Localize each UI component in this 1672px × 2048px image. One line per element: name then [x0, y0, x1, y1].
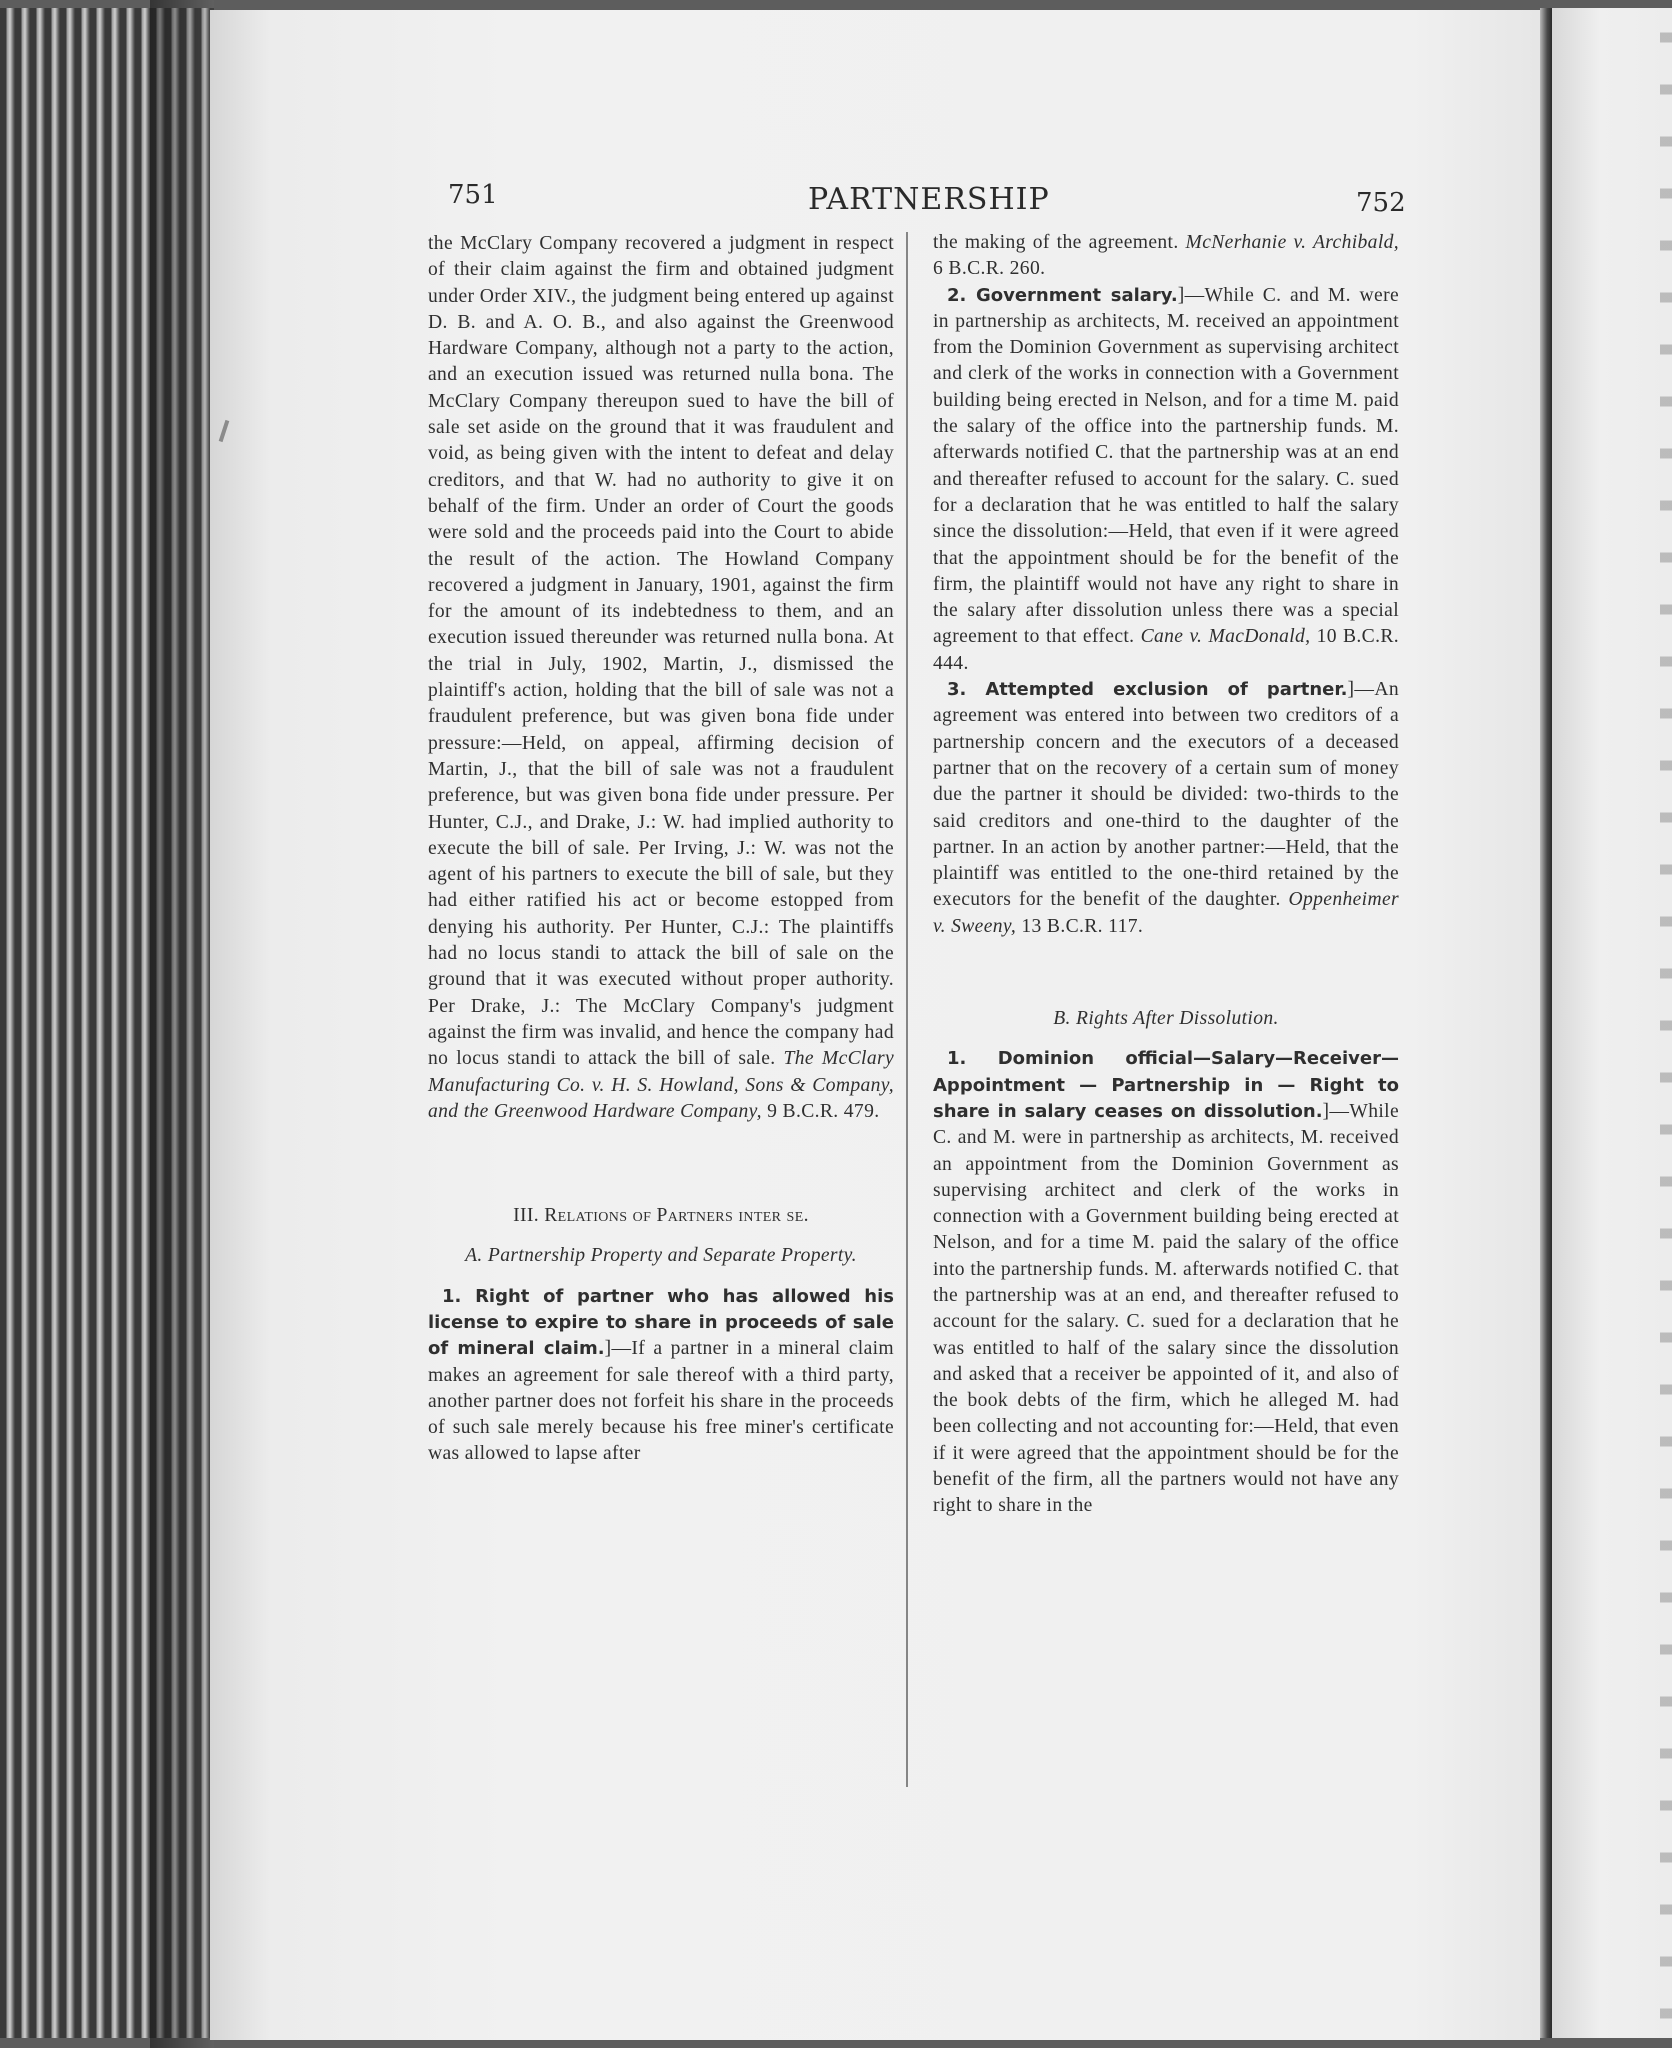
paragraph-3-reference: 13 B.C.R. 117. [1021, 915, 1144, 937]
paragraph-3 [933, 677, 1399, 940]
continuation-paragraph [933, 230, 1399, 283]
running-title: PARTNERSHIP [808, 182, 1050, 217]
paragraph-2-text: ]—While C. and M. were in partnership as architects, M. received an appointment from the Dominion Government as supervising architect and clerk of the works in connection with a Government building being erected in Nelson, and for a time M. paid the salary of the office into the partnership funds. M. afterwards notified C. that the partnership was at an end and thereafter refused to account for the salary. C. sued for a declaration that he was entitled to half the salary since the dissolution:—Held, that even if it were agreed that the appointment should be for the benefit of the firm, the plaintiff would not have any right to share in the salary after dissolution unless there was a special agreement to that effect. [933, 284, 1399, 648]
paragraph-3-text: ]—An agreement was entered into between two creditors of a partnership concern and the executors of a deceased partner that on the recovery of a certain sum of money due the partner it should be divided: two-thirds to the said creditors and one-third to the daughter of the partner. In an action by another partner:—Held, that the plaintiff was entitled to the one-third retained by the executors for the benefit of the daughter. [933, 679, 1399, 911]
subsection-heading: A. Partnership Property and Separate Property. [465, 1245, 857, 1267]
paragraph-b1-heading: 1. Dominion official—Salary—Receiver—Appointment — Partnership in — Right to share in salary ceases on dissolution. [933, 1048, 1399, 1122]
paragraph-b1-text: ]—While C. and M. were in partnership as architects, M. received an appointment from the Dominion Government as supervising architect and clerk of the works in connection with a Government building being erected at Nelson, and for a time M. paid the salary of the office into the partnership funds. M. afterwards notified C. that the partnership was at an end, and thereafter refused to account for the salary. C. sued for a declaration that he was entitled to half of the salary since the dissolution and asked that a receiver be appointed of it, and also of the book debts of the firm, which he alleged M. had been collecting and not accounting for:—Held, that even if it were agreed that the appointment should be for the benefit of the firm, all the partners would not have any right to share in the [933, 1100, 1399, 1517]
paragraph-2-case: Cane v. MacDonald, [1140, 626, 1311, 648]
column-divider [906, 232, 908, 1787]
page-number-left: 751 [448, 180, 498, 210]
paragraph-1 [428, 1284, 894, 1468]
paragraph-2 [933, 283, 1399, 677]
paragraph-3-case: Oppenheimer v. Sweeny, [933, 889, 1399, 937]
right-column [933, 230, 1399, 1520]
continuation-reference: 6 B.C.R. 260. [933, 258, 1046, 280]
paragraph-1-heading: 1. Right of partner who has allowed his license to expire to share in proceeds of sale of mineral claim. [428, 1285, 894, 1360]
left-column [428, 231, 894, 1468]
paragraph-2-reference: 10 B.C.R. 444. [933, 626, 1400, 674]
paragraph-1-text: ]—If a partner in a mineral claim makes an agreement for sale thereof with a third party, another partner does not forfeit his share in the proceeds of such sale merely because his free miner's certificate was allowed to lapse after [428, 1338, 895, 1465]
paragraph-2-heading: 2. Government salary. [947, 284, 1178, 306]
page-number-right: 752 [1356, 188, 1406, 218]
gutter-shadow [1540, 8, 1552, 2038]
binding-shadow [150, 0, 214, 2048]
case-citation: The McClary Manufacturing Co. v. H. S. Howland, Sons & Company, and the Greenwood Hardware Company, [428, 1048, 894, 1122]
continuation-text: the making of the agreement. [933, 232, 1179, 253]
subsection-b-heading: B. Rights After Dissolution. [1053, 1008, 1279, 1030]
case-reference: 9 B.C.R. 479. [767, 1100, 880, 1122]
section-heading: III. Relations of Partners inter se. [513, 1205, 809, 1227]
paragraph-b1 [933, 1046, 1399, 1519]
next-page-text-ghost [1660, 8, 1672, 2038]
case-text: the McClary Company recovered a judgment in respect of their claim against the firm and obtained judgment under Order XIV., the judgment being entered up against D. B. and A. O. B., and also against the Greenwood Hardware Company, although not a party to the action, and an execution issued was returned nulla bona. The McClary Company thereupon sued to have the bill of sale set aside on the ground that it was fraudulent and void, as being given with the intent to defeat and delay creditors, and that W. had no authority to give it on behalf of the firm. Under an order of Court the goods were sold and the proceeds paid into the Court to abide the result of the action. The Howland Company recovered a judgment in January, 1901, against the firm for the amount of its indebtedness to them, and an execution issued thereunder was returned nulla bona. At the trial in July, 1902, Martin, J., dismissed the plaintiff's action, holding that the bill of sale was not a fraudulent preference, but was given bona fide under pressure:—Held, on appeal, affirming decision of Martin, J., that the bill of sale was not a fraudulent preference, but was given bona fide under pressure. Per Hunter, C.J., and Drake, J.: W. had implied authority to execute the bill of sale. Per Irving, J.: W. was not the agent of his partners to execute the bill of sale, but they had either ratified his act or become estopped from denying his authority. Per Hunter, C.J.: The plaintiffs had no locus standi to attack the bill of sale on the ground that it was executed without proper authority. Per Drake, J.: The McClary Company's judgment against the firm was invalid, and hence the company had no locus standi to attack the bill of sale. [428, 233, 894, 1070]
continuation-case: McNerhanie v. Archibald, [1185, 232, 1400, 253]
paragraph-3-heading: 3. Attempted exclusion of partner. [947, 679, 1348, 701]
case-paragraph [428, 231, 894, 1125]
next-page-sliver [1552, 8, 1672, 2038]
